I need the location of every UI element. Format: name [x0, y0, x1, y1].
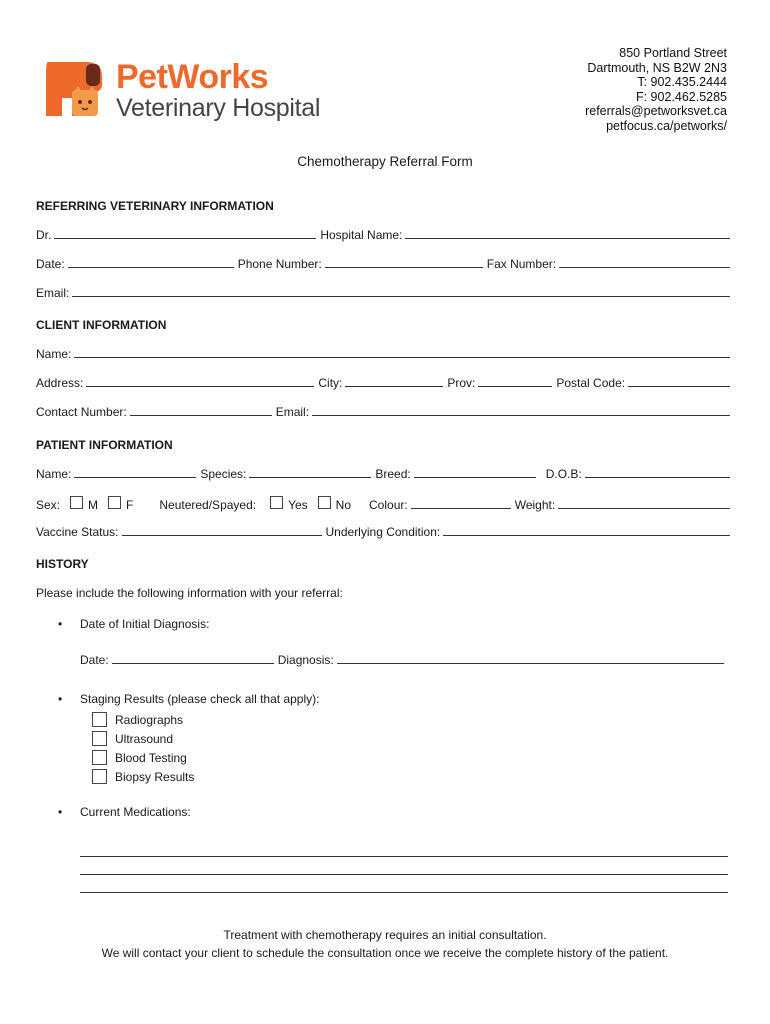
- logo-name: PetWorks: [116, 58, 269, 96]
- label-breed: Breed:: [375, 467, 411, 481]
- row-client-name: [36, 347, 734, 361]
- staging-option-ultrasound[interactable]: [92, 729, 194, 748]
- address-street: 850 Portland Street: [619, 46, 727, 60]
- field-weight[interactable]: [558, 498, 730, 509]
- bullet-initial-diagnosis: • Date of Initial Diagnosis:: [80, 617, 209, 631]
- field-species[interactable]: [249, 467, 371, 478]
- label-yes: Yes: [288, 498, 308, 512]
- label-colour: Colour:: [369, 498, 408, 512]
- label-sex: Sex:: [36, 498, 61, 512]
- row-client-contact: [36, 405, 734, 419]
- field-prov[interactable]: [478, 376, 552, 387]
- checkbox-male[interactable]: [70, 496, 83, 509]
- label-vet-email: Email:: [36, 286, 70, 300]
- row-vet-email: [36, 286, 734, 300]
- label-female: F: [126, 498, 134, 512]
- address-city: Dartmouth, NS B2W 2N3: [587, 60, 727, 75]
- checkbox-blood-testing[interactable]: [92, 750, 107, 765]
- logo-subtitle: Veterinary Hospital: [116, 94, 321, 122]
- row-patient-sex: [36, 496, 734, 512]
- label-no: No: [335, 498, 352, 512]
- label-vaccine-status: Vaccine Status:: [36, 525, 119, 539]
- field-breed[interactable]: [414, 467, 536, 478]
- checkbox-neutered-yes[interactable]: [270, 496, 283, 509]
- label-species: Species:: [200, 467, 247, 481]
- label-diagnosis-date: Date:: [80, 653, 109, 667]
- label-hospital-name: Hospital Name:: [320, 228, 403, 242]
- field-hospital-name[interactable]: [405, 228, 730, 239]
- petworks-logo: [42, 56, 332, 126]
- field-medications-line-1[interactable]: [80, 856, 728, 857]
- field-medications-line-2[interactable]: [80, 874, 728, 875]
- field-colour[interactable]: [411, 498, 511, 509]
- label-blood-testing: Blood Testing: [115, 750, 187, 765]
- row-patient-vaccine: [36, 525, 734, 539]
- label-contact-number: Contact Number:: [36, 405, 127, 419]
- field-diagnosis-date[interactable]: [112, 653, 274, 664]
- staging-option-biopsy-results[interactable]: [92, 767, 194, 786]
- checkbox-ultrasound[interactable]: [92, 731, 107, 746]
- section-heading-referring: REFERRING VETERINARY INFORMATION: [36, 199, 274, 213]
- staging-option-blood-testing[interactable]: [92, 748, 194, 767]
- field-vaccine-status[interactable]: [122, 525, 322, 536]
- address-phone: T: 902.435.2444: [637, 75, 727, 90]
- label-underlying-condition: Underlying Condition:: [325, 525, 441, 539]
- field-underlying-condition[interactable]: [443, 525, 730, 536]
- history-intro: Please include the following information with your referral:: [36, 586, 343, 600]
- label-neutered-spayed: Neutered/Spayed:: [159, 498, 257, 512]
- label-phone-number: Phone Number:: [237, 257, 322, 271]
- label-client-email: Email:: [275, 405, 310, 419]
- bullet-staging-results: • Staging Results (please check all that apply):: [80, 692, 319, 706]
- label-client-name: Name:: [36, 347, 72, 361]
- label-dr: Dr.: [36, 228, 52, 242]
- field-postal-code[interactable]: [628, 376, 730, 387]
- label-dob: D.O.B:: [545, 467, 582, 481]
- section-heading-patient: PATIENT INFORMATION: [36, 438, 173, 452]
- field-client-address[interactable]: [86, 376, 314, 387]
- label-fax-number: Fax Number:: [486, 257, 557, 271]
- field-patient-name[interactable]: [74, 467, 196, 478]
- field-medications-line-3[interactable]: [80, 892, 728, 893]
- label-referral-date: Date:: [36, 257, 65, 271]
- field-dob[interactable]: [585, 467, 730, 478]
- label-diagnosis: Diagnosis:: [277, 653, 334, 667]
- address-fax: F: 902.462.5285: [635, 89, 727, 104]
- field-client-name[interactable]: [74, 347, 730, 358]
- section-heading-history: HISTORY: [36, 557, 89, 571]
- label-weight: Weight:: [514, 498, 556, 512]
- label-ultrasound: Ultrasound: [115, 731, 174, 746]
- row-dr-hospital: [36, 228, 734, 242]
- hospital-address-block: [585, 46, 727, 134]
- checkbox-radiographs[interactable]: [92, 712, 107, 727]
- field-city[interactable]: [345, 376, 443, 387]
- form-title: Chemotherapy Referral Form: [297, 154, 473, 169]
- field-dr[interactable]: [54, 228, 316, 239]
- label-biopsy-results: Biopsy Results: [115, 769, 195, 784]
- label-patient-name: Name:: [36, 467, 72, 481]
- field-referral-date[interactable]: [68, 257, 234, 268]
- row-client-address: [36, 376, 734, 390]
- staging-option-radiographs[interactable]: [92, 710, 194, 729]
- row-patient-basic: [36, 467, 734, 481]
- consultation-note-1: Treatment with chemotherapy requires an initial consultation.: [223, 928, 547, 942]
- row-diagnosis: [80, 653, 728, 667]
- field-phone-number[interactable]: [325, 257, 483, 268]
- staging-checklist: [92, 710, 194, 786]
- consultation-note-2: We will contact your client to schedule the consultation once we receive the complete history of the patient.: [101, 946, 669, 960]
- dog-cat-logo-icon: [42, 58, 106, 120]
- field-client-email[interactable]: [312, 405, 730, 416]
- field-diagnosis[interactable]: [337, 653, 724, 664]
- checkbox-neutered-no[interactable]: [318, 496, 331, 509]
- checkbox-biopsy-results[interactable]: [92, 769, 107, 784]
- label-male: M: [88, 498, 99, 512]
- label-city: City:: [318, 376, 343, 390]
- label-prov: Prov:: [447, 376, 476, 390]
- label-postal-code: Postal Code:: [556, 376, 626, 390]
- section-heading-client: CLIENT INFORMATION: [36, 318, 167, 332]
- address-email-link[interactable]: referrals@petworksvet.ca: [585, 104, 727, 119]
- address-website-link[interactable]: petfocus.ca/petworks/: [606, 118, 727, 133]
- label-radiographs: Radiographs: [115, 712, 184, 727]
- label-client-address: Address:: [36, 376, 84, 390]
- field-contact-number[interactable]: [130, 405, 272, 416]
- checkbox-female[interactable]: [108, 496, 121, 509]
- bullet-current-medications: • Current Medications:: [80, 805, 191, 819]
- row-date-phone-fax: [36, 257, 734, 271]
- field-fax-number[interactable]: [559, 257, 730, 268]
- field-vet-email[interactable]: [72, 286, 730, 297]
